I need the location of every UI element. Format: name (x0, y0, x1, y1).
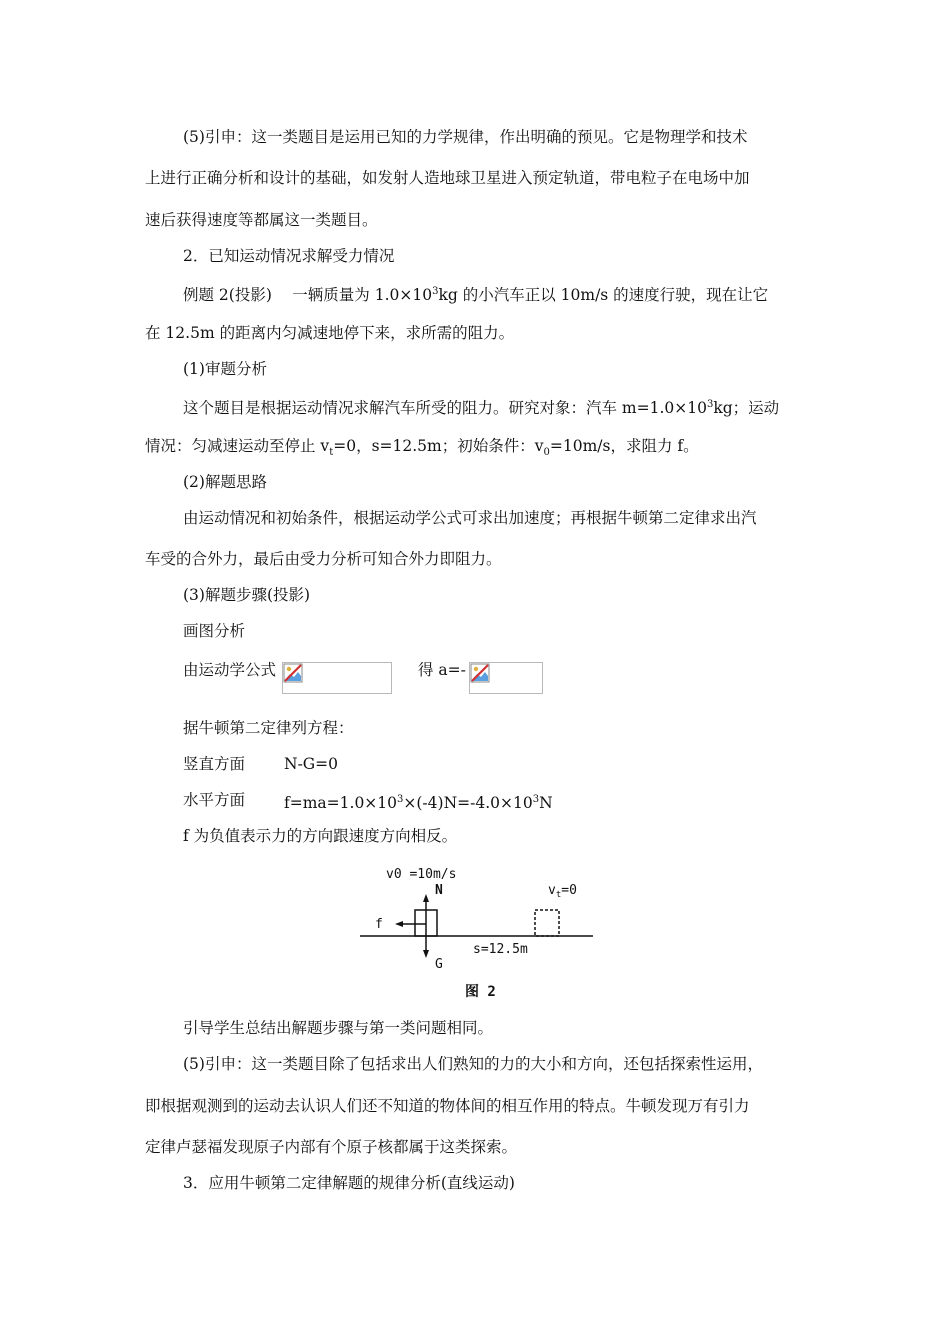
broken-image-icon (283, 663, 303, 683)
analysis-line: 情况：匀减速运动至停止 $v_t=0$，s=12.5m；初始条件：$v_0=10m/s$，求阻力 f。 (145, 437, 699, 459)
figure-2 (355, 858, 600, 1008)
subsection-heading: (1)审题分析 (183, 360, 267, 378)
para-line: 即根据观测到的运动去认识人们还不知道的物体间的相互作用的特点。牛顿发现万有引力 (145, 1097, 750, 1115)
friction-label: f (375, 917, 383, 932)
thought-line: 由运动情况和初始条件，根据运动学公式可求出加速度；再根据牛顿第二定律求出汽 (183, 509, 757, 527)
horizontal-label: 水平方面 (183, 791, 246, 809)
newton-line: 据牛顿第二定律列方程： (183, 719, 354, 737)
vt-label: $v_t=0$ (548, 883, 577, 900)
para-line: (5)引申：这一类题目是运用已知的力学规律，作出明确的预见。它是物理学和技术 (183, 128, 748, 146)
kinematics-label: 由运动学公式 (183, 661, 277, 679)
gravity-label: G (435, 957, 443, 972)
analysis-line: 这个题目是根据运动情况求解汽车所受的阻力。研究对象：汽车 $m=1.0\times 10^3kg$；运动 (183, 399, 780, 418)
car-block-end (535, 910, 559, 936)
friction-arrow (395, 921, 403, 927)
section-heading: 2．已知运动情况求解受力情况 (183, 247, 395, 265)
negative-note: f 为负值表示力的方向跟速度方向相反。 (183, 827, 458, 845)
para-line: 速后获得速度等都属这一类题目。 (145, 211, 378, 229)
acceleration-label: 得 a=- (418, 661, 466, 679)
formula-image (469, 662, 543, 694)
guide-line: 引导学生总结出解题步骤与第一类问题相同。 (183, 1019, 494, 1037)
section-heading: 3．应用牛顿第二定律解题的规律分析(直线运动) (183, 1174, 515, 1192)
figure-caption: 图 2 (465, 984, 496, 1000)
normal-force-arrow (423, 894, 429, 902)
thought-line: 车受的合外力，最后由受力分析可知合外力即阻力。 (145, 550, 502, 568)
normal-force-label: N (435, 883, 443, 898)
gravity-arrow (423, 950, 429, 958)
example-line: 在 12.5m 的距离内匀减速地停下来，求所需的阻力。 (145, 324, 515, 342)
v0-label: v0 =10m/s (386, 867, 457, 882)
subsection-heading: (3)解题步骤(投影) (183, 586, 311, 604)
example-line: 例题 2(投影) 一辆质量为 $1.0\times 10^3kg$ 的小汽车正以 10m/s 的速度行驶，现在让它 (183, 286, 769, 305)
horizontal-equation: $f=ma=1.0\times 10^3\times(-4)N=-4.0\times 10^3N$ (284, 794, 553, 813)
subsection-heading: (2)解题思路 (183, 473, 267, 491)
para-line: (5)引申：这一类题目除了包括求出人们熟知的力的大小和方向，还包括探索性运用， (183, 1055, 763, 1073)
distance-label: s=12.5m (473, 942, 528, 957)
draw-analysis: 画图分析 (183, 622, 246, 640)
broken-image-icon (470, 663, 490, 683)
formula-image (282, 662, 392, 694)
para-line: 上进行正确分析和设计的基础，如发射人造地球卫星进入预定轨道，带电粒子在电场中加 (145, 169, 750, 187)
para-line: 定律卢瑟福发现原子内部有个原子核都属于这类探索。 (145, 1138, 518, 1156)
vertical-label: 竖直方面 (183, 755, 246, 773)
vertical-equation: N-G=0 (284, 755, 339, 773)
